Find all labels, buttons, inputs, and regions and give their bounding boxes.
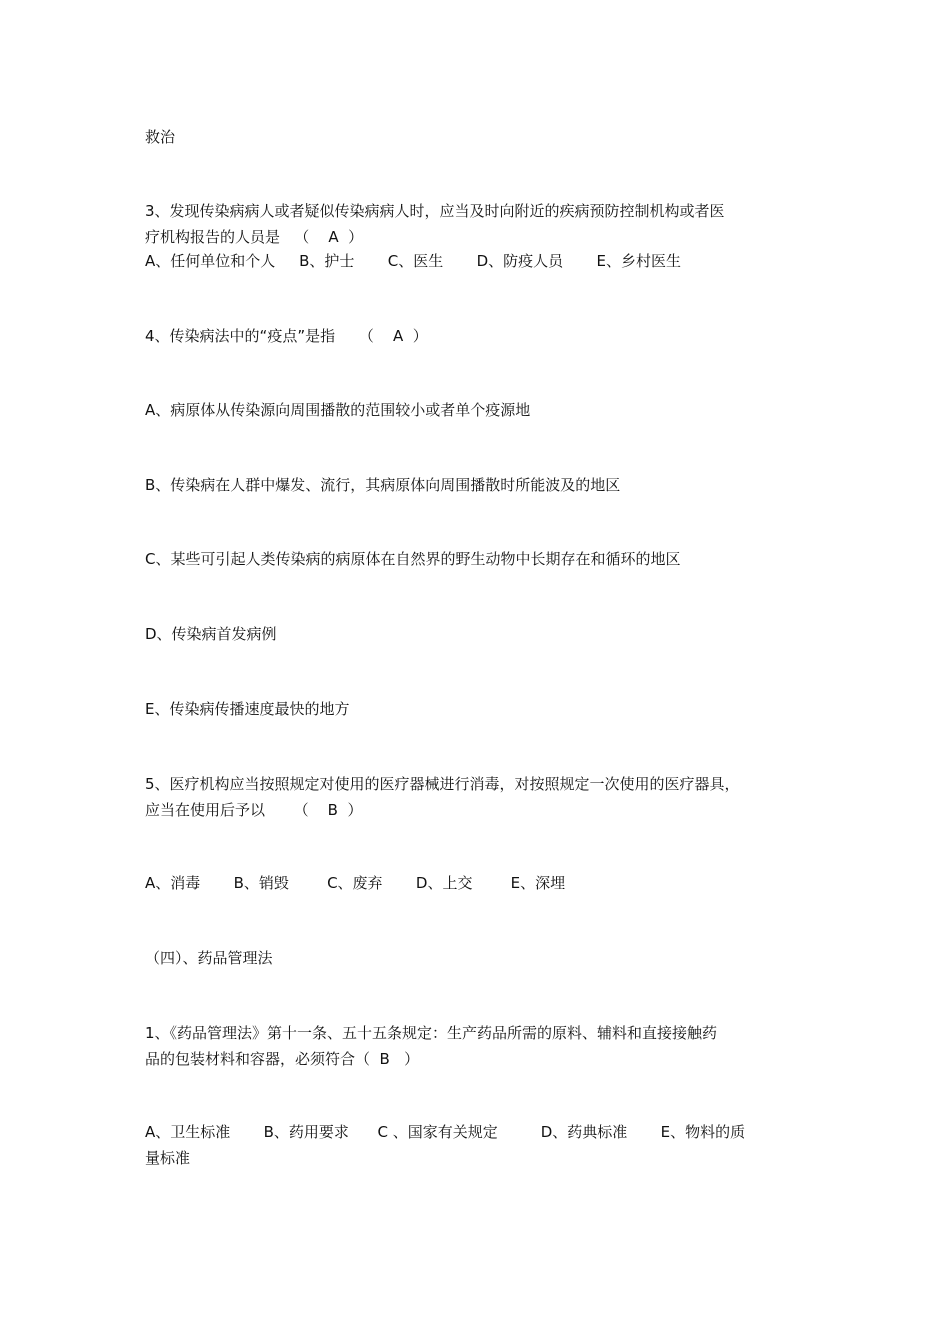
question-3-options: A、任何单位和个人 B、护士 C、医生 D、防疫人员 E、乡村医生 [145,252,682,270]
section-4-question-1-line-2: 品的包装材料和容器，必须符合（ B ） [145,1050,420,1068]
question-4-option-d: D、传染病首发病例 [145,625,277,643]
continuation-text: 救治 [145,128,176,146]
section-4-question-1-options-line-1: A、卫生标准 B、药用要求 C 、国家有关规定 D、药典标准 E、物料的质 [145,1123,746,1141]
question-3-line-2: 疗机构报告的人员是 （ A ） [145,228,364,246]
question-4-option-e: E、传染病传播速度最快的地方 [145,700,350,718]
question-5-options: A、消毒 B、销毁 C、废弃 D、上交 E、深埋 [145,874,566,892]
question-4-option-b: B、传染病在人群中爆发、流行，其病原体向周围播散时所能波及的地区 [145,476,621,494]
question-3-stem [145,198,825,250]
question-4-stem: 4、传染病法中的“疫点”是指 （ A ） [145,327,428,345]
section-4-question-1-stem [145,1020,825,1072]
question-5-line-1: 5、医疗机构应当按照规定对使用的医疗器械进行消毒，对按照规定一次使用的医疗器具， [145,775,740,793]
section-4-question-1-options [145,1119,825,1171]
section-heading: （四）、药品管理法 [145,949,273,967]
question-5-line-2: 应当在使用后予以 （ B ） [145,801,363,819]
question-4-option-a: A、病原体从传染源向周围播散的范围较小或者单个疫源地 [145,401,531,419]
question-4-option-c: C、某些可引起人类传染病的病原体在自然界的野生动物中长期存在和循环的地区 [145,550,681,568]
question-5-stem [145,771,825,823]
section-4-question-1-options-line-2: 量标准 [145,1149,191,1167]
section-4-question-1-line-1: 1、《药品管理法》第十一条、五十五条规定：生产药品所需的原料、辅料和直接接触药 [145,1024,718,1042]
question-3-line-1: 3、发现传染病病人或者疑似传染病病人时，应当及时向附近的疾病预防控制机构或者医 [145,202,725,220]
